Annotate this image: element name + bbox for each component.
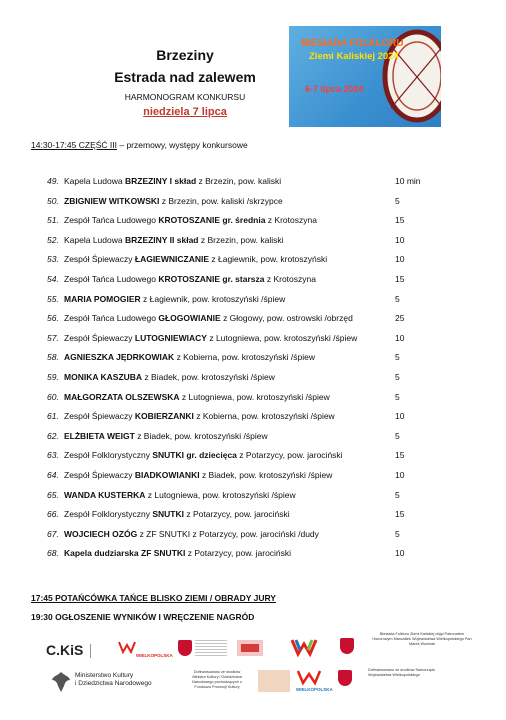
entry-performer: LUTOGNIEWIACY — [134, 332, 207, 343]
entry-origin: z Kobierna, pow. krotoszyński /śpiew — [174, 352, 315, 363]
entry-number: 55. — [47, 293, 59, 304]
entry-performer: BRZEZINY II skład — [124, 234, 199, 245]
entry-number: 50. — [47, 195, 59, 206]
entry-performer: ŁAGIEWNICZANIE — [134, 254, 210, 265]
entry-origin: z Lutogniewa, pow. krotoszyński /śpiew — [206, 332, 358, 343]
entry-text — [64, 544, 291, 564]
museum-logo — [235, 638, 265, 660]
entry-duration: 10 min — [395, 176, 421, 186]
banner-title: BIESIADA FOLKLORU — [301, 38, 404, 49]
wielkopolska-logo-3 — [296, 668, 333, 692]
wielkopolska-mark-icon — [290, 636, 318, 658]
entry-text — [64, 211, 317, 231]
wielkopolska-logo — [118, 640, 173, 658]
entry-duration: 5 — [395, 371, 400, 382]
entry-prefix: Zespół Śpiewaczy — [64, 411, 135, 422]
entry-duration: 10 — [395, 548, 405, 559]
entry-performer: ZBIGNIEW WITKOWSKI — [64, 195, 160, 206]
schedule-entry — [31, 544, 471, 564]
entry-performer: KROTOSZANIE gr. średnia — [158, 215, 266, 226]
eagle-icon — [50, 670, 72, 694]
schedule-entry — [31, 388, 471, 408]
festival-small-logo — [258, 670, 290, 692]
entry-text — [64, 525, 319, 545]
festival-banner — [289, 26, 441, 127]
entry-performer: SNUTKI gr. dziecięca — [152, 450, 237, 461]
entry-duration: 5 — [395, 528, 400, 539]
entry-duration: 5 — [395, 293, 400, 304]
entry-duration: 10 — [395, 332, 405, 343]
entry-performer: WOJCIECH OZÓG — [64, 528, 138, 539]
entry-number: 63. — [47, 450, 59, 461]
ministry-name — [75, 672, 170, 688]
wielkopolska-mark-icon-2 — [296, 668, 322, 686]
entry-number: 58. — [47, 352, 59, 363]
entry-duration: 10 — [395, 234, 405, 245]
entry-prefix: Zespół Tańca Ludowego — [64, 313, 159, 324]
section-description: – przemowy, występy konkursowe — [117, 140, 248, 150]
sponsor-logos — [0, 630, 506, 720]
entry-prefix: Zespół Śpiewaczy — [64, 332, 135, 343]
page-title-venue: Estrada nad zalewem — [114, 69, 256, 85]
entry-duration: 10 — [395, 411, 405, 422]
entry-number: 62. — [47, 430, 59, 441]
entry-origin: z Brzezin, pow. kaliski — [198, 234, 284, 245]
schedule-entry — [31, 466, 471, 486]
entry-origin: z Lutogniewa, pow. krotoszyński /śpiew — [145, 489, 296, 500]
entry-performer: GŁOGOWIANIE — [158, 313, 221, 324]
wielkopolska-logo-2 — [290, 636, 318, 659]
banner-subtitle: Ziemi Kaliskiej 2024 — [309, 51, 399, 62]
schedule-entry — [31, 505, 471, 525]
entry-duration: 5 — [395, 391, 400, 402]
entry-origin: z ZF SNUTKI z Potarzycy, pow. jarociński /dudy — [137, 528, 319, 539]
entry-number: 66. — [47, 509, 59, 520]
ckis-logo-icon — [46, 642, 86, 658]
entry-number: 68. — [47, 548, 59, 559]
entry-number: 61. — [47, 411, 59, 422]
museum-icon — [235, 638, 265, 660]
entry-origin: z Kobierna, pow. krotoszyński /śpiew — [193, 411, 335, 422]
entry-number: 64. — [47, 469, 59, 480]
entry-number: 56. — [47, 313, 59, 324]
entry-origin: z Lutogniewa, pow. krotoszyński /śpiew — [179, 391, 330, 402]
entry-duration: 5 — [395, 352, 400, 363]
entry-prefix: Zespół Folklorystyczny — [64, 450, 153, 461]
footer-awards: 19:30 OGŁOSZENIE WYNIKÓW I WRĘCZENIE NAGRÓD — [31, 612, 255, 622]
ckis-logo — [46, 642, 86, 659]
entry-text — [64, 486, 296, 506]
entry-text — [64, 368, 275, 388]
entry-prefix: Zespół Folklorystyczny — [64, 509, 153, 520]
voivodeship-crest-icon — [338, 670, 352, 686]
schedule-entry — [31, 250, 471, 270]
entry-origin: z Łagiewnik, pow. krotoszyński — [209, 254, 328, 265]
section-time: 14:30-17:45 CZĘŚĆ III — [31, 140, 117, 150]
section-heading — [31, 140, 248, 150]
entry-performer: KROTOSZANIE gr. starsza — [158, 273, 265, 284]
entry-origin: z Brzezin, pow. kaliski /skrzypce — [159, 195, 283, 206]
schedule-entry — [31, 407, 471, 427]
entry-text — [64, 446, 343, 466]
ministry-name-line2: i Dziedzictwa Narodowego — [75, 680, 152, 687]
entry-number: 67. — [47, 528, 59, 539]
entry-performer: MONIKA KASZUBA — [64, 371, 143, 382]
schedule-entry — [31, 172, 471, 192]
event-date: niedziela 7 lipca — [143, 106, 227, 118]
entry-origin: z Krotoszyna — [264, 273, 316, 284]
entry-origin: z Brzezin, pow. kaliski — [196, 176, 282, 186]
schedule-list — [31, 172, 471, 564]
ckis-caption — [90, 644, 111, 658]
region-caption — [195, 640, 227, 658]
schedule-entry — [31, 446, 471, 466]
entry-number: 65. — [47, 489, 59, 500]
entry-text — [64, 290, 285, 310]
funding-ministry-text: Dofinansowano ze środków Ministra Kultury i Dziedzictwa Narodowego pochodzących z Funduszu Promocji Kultury — [192, 670, 242, 689]
entry-number: 57. — [47, 332, 59, 343]
entry-text — [64, 192, 283, 212]
entry-duration: 10 — [395, 469, 405, 480]
entry-origin: z Łagiewnik, pow. krotoszyński /śpiew — [140, 293, 286, 304]
schedule-entry — [31, 231, 471, 251]
entry-text — [64, 427, 268, 447]
page-subtitle: HARMONOGRAM KONKURSU — [124, 92, 246, 102]
wielkopolska-icon — [118, 640, 136, 654]
entry-number: 51. — [47, 215, 59, 226]
wielkopolska-label-2: WIELKOPOLSKA — [296, 687, 333, 692]
region-crest-icon — [178, 640, 192, 656]
entry-text — [64, 309, 353, 329]
entry-origin: z Potarzycy, pow. jarociński — [183, 509, 290, 520]
banner-dates: 6-7 lipca 2024 — [305, 84, 364, 94]
entry-performer: Kapela dudziarska ZF SNUTKI — [64, 548, 186, 559]
entry-performer: AGNIESZKA JĘDRKOWIAK — [64, 352, 175, 363]
entry-prefix: Zespół Śpiewaczy — [64, 254, 135, 265]
entry-origin: z Potarzycy, pow. jarociński — [185, 548, 292, 559]
schedule-entry — [31, 486, 471, 506]
entry-text — [64, 505, 290, 525]
entry-performer: BIADKOWIANKI — [134, 469, 200, 480]
schedule-entry — [31, 211, 471, 231]
entry-origin: z Biadek, pow. krotoszyński /śpiew — [199, 469, 333, 480]
entry-text — [64, 250, 327, 270]
entry-duration: 5 — [395, 195, 400, 206]
svg-text:C.KiS: C.KiS — [46, 642, 84, 658]
entry-text — [64, 172, 281, 192]
entry-duration: 15 — [395, 215, 405, 226]
footer-dance: 17:45 POTAŃCÓWKA TAŃCE BLISKO ZIEMI / OBRADY JURY — [31, 593, 276, 603]
county-crest-icon — [340, 638, 354, 654]
entry-performer: MAŁGORZATA OLSZEWSKA — [64, 391, 180, 402]
entry-prefix: Zespół Tańca Ludowego — [64, 215, 159, 226]
wielkopolska-label: WIELKOPOLSKA — [136, 653, 173, 658]
schedule-entry — [31, 309, 471, 329]
entry-number: 52. — [47, 234, 59, 245]
entry-origin: z Biadek, pow. krotoszyński /śpiew — [142, 371, 275, 382]
entry-prefix: Kapela Ludowa — [64, 234, 125, 245]
entry-performer: SNUTKI — [152, 509, 184, 520]
schedule-entry — [31, 329, 471, 349]
ministry-name-line1: Ministerstwo Kultury — [75, 672, 134, 679]
entry-performer: KOBIERZANKI — [134, 411, 194, 422]
schedule-entry — [31, 427, 471, 447]
entry-number: 59. — [47, 371, 59, 382]
entry-duration: 10 — [395, 254, 405, 265]
entry-number: 49. — [47, 176, 59, 186]
entry-prefix: Kapela Ludowa — [64, 176, 125, 186]
entry-prefix: Zespół Śpiewaczy — [64, 469, 135, 480]
schedule-entry — [31, 368, 471, 388]
entry-text — [64, 388, 330, 408]
schedule-entry — [31, 348, 471, 368]
ministry-emblem — [50, 670, 72, 694]
entry-number: 60. — [47, 391, 59, 402]
entry-text — [64, 270, 316, 290]
entry-origin: z Głogowy, pow. ostrowski /obrzęd — [220, 313, 353, 324]
entry-performer: WANDA KUSTERKA — [64, 489, 146, 500]
entry-text — [64, 407, 335, 427]
schedule-entry — [31, 525, 471, 545]
entry-origin: z Biadek, pow. krotoszyński /śpiew — [134, 430, 268, 441]
schedule-entry — [31, 270, 471, 290]
entry-duration: 15 — [395, 450, 405, 461]
patronage-text: Biesiada Folkloru Ziemi Kaliskiej objęł Patronatem Honorowym Marszałek Województwa Wielkopolskiego Pan Marek Woźniak — [372, 632, 472, 646]
entry-performer: MARIA POMOGIER — [64, 293, 141, 304]
entry-text — [64, 329, 357, 349]
entry-text — [64, 348, 315, 368]
entry-duration: 5 — [395, 430, 400, 441]
entry-text — [64, 231, 284, 251]
entry-duration: 5 — [395, 489, 400, 500]
entry-origin: z Potarzycy, pow. jarociński — [236, 450, 343, 461]
funding-region-text: Dofinansowano ze środków Samorządu Województwa Wielkopolskiego — [368, 668, 435, 677]
entry-performer: BRZEZINY I skład — [124, 176, 197, 186]
entry-duration: 25 — [395, 313, 405, 324]
page-title-place: Brzeziny — [156, 47, 214, 63]
entry-prefix: Zespół Tańca Ludowego — [64, 273, 159, 284]
entry-performer: ELŻBIETA WEIGT — [64, 430, 135, 441]
entry-number: 54. — [47, 273, 59, 284]
entry-origin: z Krotoszyna — [265, 215, 317, 226]
entry-text — [64, 466, 332, 486]
entry-duration: 15 — [395, 509, 405, 520]
schedule-entry — [31, 290, 471, 310]
entry-duration: 15 — [395, 273, 405, 284]
schedule-entry — [31, 192, 471, 212]
entry-number: 53. — [47, 254, 59, 265]
